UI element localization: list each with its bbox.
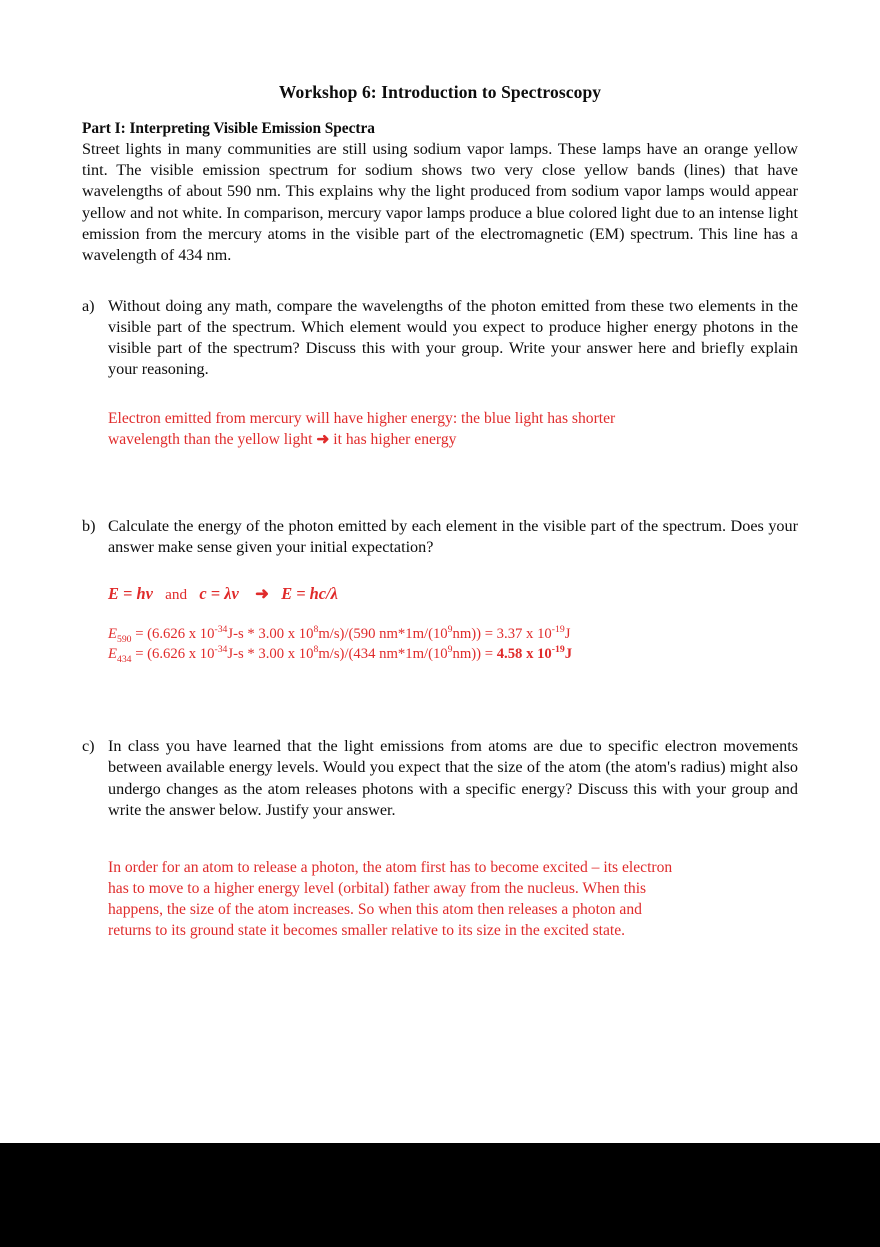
question-a-text: Without doing any math, compare the wavelengths of the photon emitted from these two elements in the visible part of the spectrum. Which element would you expect to produce higher energy photons in the visible part of the spectrum? Discuss this with your group. Write your answer here and briefly explain your reasoning. bbox=[108, 296, 798, 379]
page-title: Workshop 6: Introduction to Spectroscopy bbox=[278, 82, 602, 102]
calc-590-subscript: 590 bbox=[116, 634, 132, 646]
answer-c-line1: In order for an atom to release a photon, the atom first has to become excited – its electron bbox=[108, 858, 673, 876]
question-a-marker: a) bbox=[82, 296, 95, 315]
calc-590-expr-c: m/s)/(590 nm*1m/(10 bbox=[318, 626, 448, 643]
equation-third: E = hc/λ bbox=[281, 584, 338, 604]
answer-a bbox=[108, 408, 798, 450]
answer-c bbox=[108, 857, 798, 941]
calc-434-expr-d: nm)) = bbox=[452, 645, 497, 662]
equation-second: c = λν bbox=[199, 584, 239, 604]
arrow-icon: ➜ bbox=[255, 584, 269, 604]
question-a bbox=[82, 296, 798, 380]
calc-434-result: 4.58 x 10 bbox=[496, 645, 552, 662]
calculation-434 bbox=[108, 645, 798, 665]
answer-a-line1: Electron emitted from mercury will have higher energy: the blue light has shorter bbox=[108, 410, 616, 428]
equation-conjunction: and bbox=[165, 586, 188, 604]
calc-434-symbol: E bbox=[108, 645, 117, 662]
question-b bbox=[82, 516, 798, 558]
question-b-marker: b) bbox=[82, 517, 96, 536]
calculation-590 bbox=[108, 625, 798, 645]
answer-c-line2: has to move to a higher energy level (orbital) father away from the nucleus. When this bbox=[108, 879, 647, 897]
calc-434-exp-a: -34 bbox=[214, 643, 228, 655]
question-c bbox=[82, 736, 798, 820]
calc-590-exp-d: -19 bbox=[551, 624, 565, 636]
calc-434-subscript: 434 bbox=[116, 653, 132, 665]
bottom-black-band bbox=[0, 1143, 880, 1247]
arrow-icon: ➜ bbox=[316, 431, 330, 449]
answer-c-line4: returns to its ground state it becomes smaller relative to its size in the excited state. bbox=[108, 921, 626, 939]
calc-590-expr-b: J-s * 3.00 x 10 bbox=[227, 626, 314, 643]
calc-434-result-exp: -19 bbox=[551, 643, 565, 655]
question-c-text: In class you have learned that the light emissions from atoms are due to specific electron movements between available energy levels. Would you expect that the size of the atom (the atom's radius) might also undergo changes as the atom releases photons with a specific energy? Discuss this with your group and write the answer below. Justify your answer. bbox=[108, 737, 798, 819]
answer-a-line2-post: it has higher energy bbox=[329, 431, 457, 449]
calc-434-expr-b: J-s * 3.00 x 10 bbox=[227, 645, 314, 662]
equation-line bbox=[108, 584, 798, 605]
section-heading: Part I: Interpreting Visible Emission Spectra bbox=[82, 120, 375, 137]
calc-434-exp-c: 9 bbox=[447, 643, 453, 655]
question-c-marker: c) bbox=[82, 737, 95, 756]
calc-590-expr-a: = (6.626 x 10 bbox=[131, 626, 215, 643]
question-b-text: Calculate the energy of the photon emitted by each element in the visible part of the spectrum. Does your answer make sense given your initial expectation? bbox=[108, 517, 798, 557]
calc-590-exp-c: 9 bbox=[447, 624, 453, 636]
calc-590-expr-e: J bbox=[564, 626, 571, 643]
calc-434-expr-a: = (6.626 x 10 bbox=[131, 645, 215, 662]
calc-434-exp-b: 8 bbox=[313, 643, 319, 655]
equation-first: E = hν bbox=[108, 584, 153, 604]
calc-434-expr-c: m/s)/(434 nm*1m/(10 bbox=[318, 645, 448, 662]
calc-434-result-unit: J bbox=[564, 645, 573, 662]
answer-a-line2 bbox=[108, 429, 798, 450]
answer-c-line3: happens, the size of the atom increases. So when this atom then releases a photon and bbox=[108, 900, 642, 918]
intro-paragraph: Street lights in many communities are still using sodium vapor lamps. These lamps have an orange yellow tint. The visible emission spectrum for sodium shows two very close yellow bands (lines) that have wavelengths of about 590 nm. This explains why the light produced from sodium vapor lamps would appear yellow and not white. In comparison, mercury vapor lamps produce a blue colored light due to an intense light emission from the mercury atoms in the visible part of the electromagnetic (EM) spectrum. This line has a wavelength of 434 nm. bbox=[82, 140, 798, 264]
calc-590-expr-d: nm)) = 3.37 x 10 bbox=[452, 626, 552, 643]
calc-590-exp-b: 8 bbox=[313, 624, 319, 636]
calc-590-symbol: E bbox=[108, 626, 117, 643]
answer-a-line2-pre: wavelength than the yellow light bbox=[108, 431, 317, 449]
calc-590-exp-a: -34 bbox=[214, 624, 228, 636]
